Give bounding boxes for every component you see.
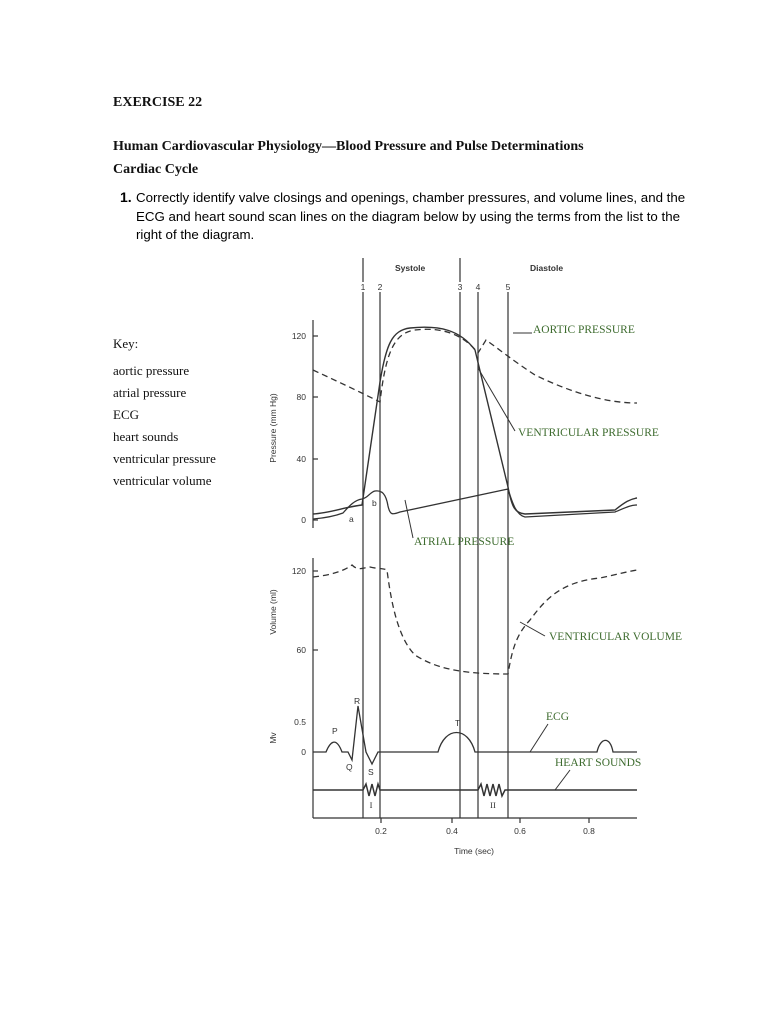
ventricular-pressure-leader-line: [478, 368, 515, 431]
ecg-label-p: P: [332, 726, 338, 736]
volume-axis-label: Volume (ml): [268, 589, 278, 635]
key-item: ECG: [113, 407, 139, 422]
event-number-5: 5: [505, 282, 511, 292]
pressure-axis-label: Pressure (mm Hg): [268, 393, 278, 463]
systole-label: Systole: [395, 263, 426, 273]
pressure-tick-label: 0: [301, 515, 306, 525]
diastole-label: Diastole: [530, 263, 564, 273]
ecg-leader-line: [530, 724, 548, 752]
ecg-label-q: Q: [346, 762, 353, 772]
answer-ecg: ECG: [546, 711, 569, 723]
ecg-label-t: T: [455, 718, 461, 728]
answer-ventricular-pressure: VENTRICULAR PRESSURE: [518, 427, 659, 439]
time-tick-label: 0.4: [446, 826, 458, 836]
ecg-tick-label: 0: [301, 747, 306, 757]
volume-tick-label: 60: [296, 645, 306, 655]
ventricular-pressure-curve: [313, 327, 637, 514]
ventricular-volume-leader-line: [520, 622, 545, 636]
event-number-3: 3: [457, 282, 463, 292]
heart-sound-2-label: II: [490, 800, 496, 810]
key-title: Key:: [113, 336, 139, 351]
pressure-tick-label: 40: [296, 454, 306, 464]
key-item: aortic pressure: [113, 363, 190, 378]
aortic-pressure-curve: [313, 329, 637, 403]
answer-aortic-pressure: AORTIC PRESSURE: [533, 324, 635, 336]
question-number: 1.: [120, 189, 132, 205]
key-item: atrial pressure: [113, 385, 187, 400]
pressure-tick-label: 120: [291, 331, 306, 341]
ecg-trace: [313, 706, 637, 764]
key-item: heart sounds: [113, 429, 179, 444]
key-item: ventricular pressure: [113, 451, 216, 466]
section-title: Cardiac Cycle: [113, 162, 199, 177]
wave-label-a: a: [349, 514, 354, 524]
exercise-title: EXERCISE 22: [113, 95, 203, 110]
answer-ventricular-volume: VENTRICULAR VOLUME: [549, 631, 682, 643]
atrial-leader-line: [405, 500, 413, 538]
question-text: Correctly identify valve closings and openings, chamber pressures, and volume lines, and the ECG and heart sound scan lines on the diagram below by using the terms from the list to the right of the diagram.: [136, 190, 686, 242]
time-tick-label: 0.8: [583, 826, 595, 836]
volume-tick-label: 120: [291, 566, 306, 576]
answer-atrial-pressure: ATRIAL PRESSURE: [414, 536, 515, 548]
time-tick-label: 0.6: [514, 826, 526, 836]
wave-label-b: b: [372, 498, 377, 508]
event-number-4: 4: [475, 282, 481, 292]
event-number-1: 1: [360, 282, 366, 292]
time-tick-label: 0.2: [375, 826, 387, 836]
page-title: Human Cardiovascular Physiology—Blood Pressure and Pulse Determinations: [113, 139, 584, 154]
event-number-2: 2: [377, 282, 383, 292]
ventricular-volume-curve: [313, 565, 637, 674]
heart-sound-1-label: I: [369, 800, 373, 810]
pressure-tick-label: 80: [296, 392, 306, 402]
ecg-label-r: R: [354, 696, 361, 706]
ecg-axis-label: Mv: [268, 732, 278, 744]
ecg-label-s: S: [368, 767, 374, 777]
heart-sounds-leader-line: [555, 770, 570, 790]
answer-heart-sounds: HEART SOUNDS: [555, 757, 642, 769]
time-axis-label: Time (sec): [454, 846, 494, 856]
heart-sounds-trace: [313, 784, 637, 796]
key-item: ventricular volume: [113, 473, 212, 488]
ecg-tick-label: 0.5: [294, 717, 306, 727]
